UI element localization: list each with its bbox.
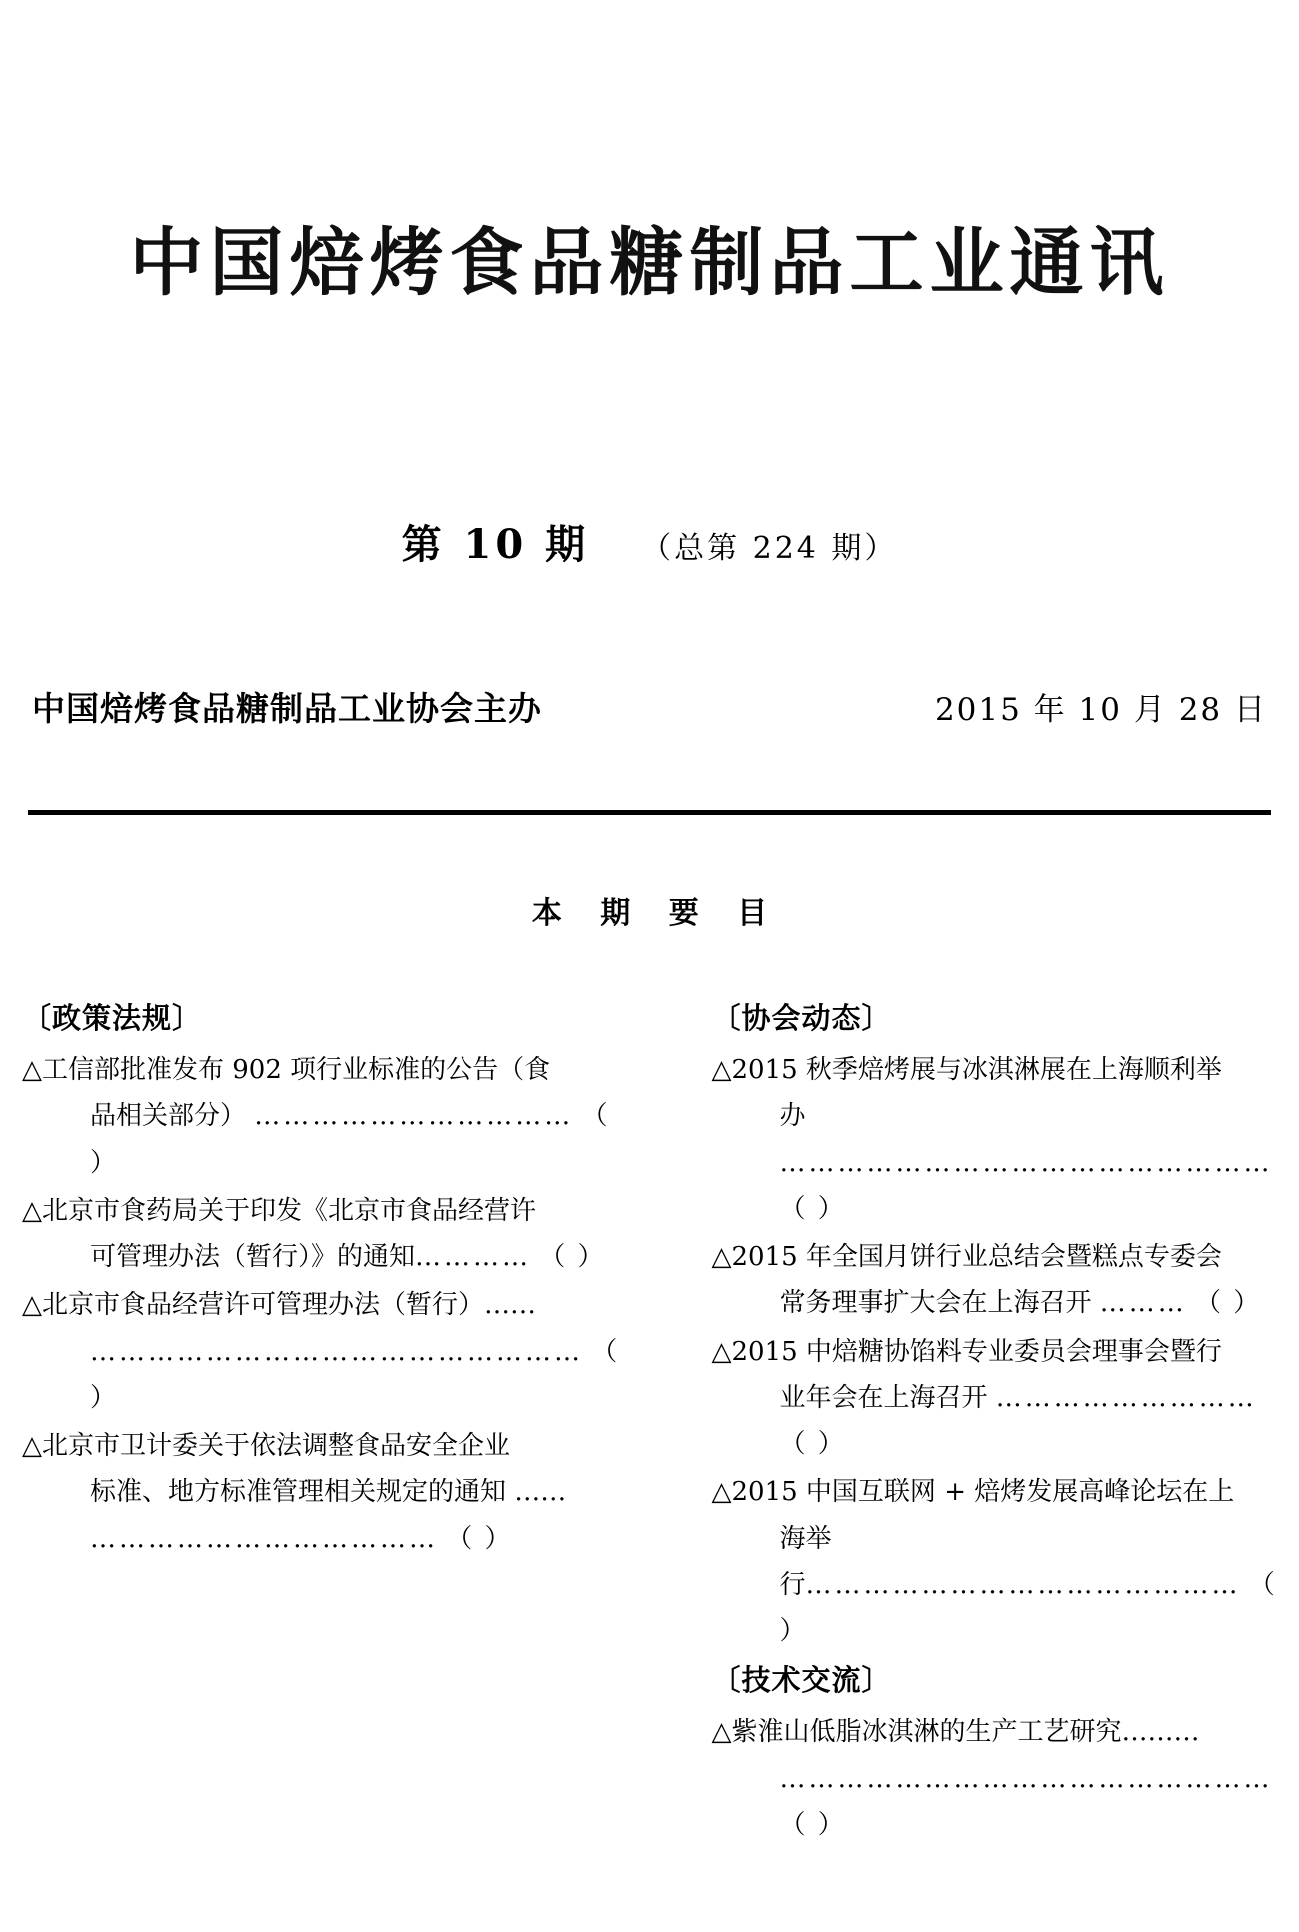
toc-entry-line2: 可管理办法（暂行）》的通知 (90, 1242, 416, 1273)
contents-heading: 本 期 要 目 (531, 896, 782, 931)
toc-entry-line1: △2015 中国互联网 + 焙烤发展高峰论坛在上 (711, 1477, 1235, 1508)
toc-entry[interactable] (712, 1329, 1278, 1468)
toc-entry-line2-wrap (56, 1093, 632, 1186)
toc-entry-line2: 常务理事扩大会在上海召开 (779, 1288, 1092, 1319)
masthead (0, 222, 1299, 305)
toc-column-right (650, 996, 1278, 1850)
toc-page-number: （ ） (779, 1193, 846, 1224)
toc-page-number: （ ） (90, 1101, 610, 1178)
toc-page-number: （ ） (446, 1523, 513, 1554)
toc-entry-line2-wrap (56, 1329, 632, 1422)
toc-entry-line1: △北京市食品经营许可管理办法（暂行）…… (22, 1290, 536, 1321)
toc-entry-line2-wrap (746, 1093, 1278, 1232)
toc-entry-line3-wrap (56, 1516, 632, 1562)
issue-line (0, 513, 1299, 570)
imprint-line (0, 683, 1299, 730)
toc-entry-line2: 品相关部分） (90, 1101, 247, 1132)
toc-page-number: （ ） (779, 1429, 846, 1460)
toc-entry[interactable] (22, 1282, 632, 1421)
toc-leader-dots: …………………………………………… (779, 1147, 1273, 1178)
horizontal-rule (28, 810, 1271, 815)
toc-entry-line2: 办 (779, 1101, 806, 1132)
publisher-name: 中国焙烤食品糖制品工业协会主办 (32, 689, 542, 728)
toc-entry-line2-wrap (56, 1469, 632, 1515)
toc-leader-dots: ………… (415, 1242, 532, 1273)
toc-page-number: （ ） (779, 1569, 1277, 1647)
toc-entry[interactable] (22, 1047, 632, 1186)
toc-entry-line2: 业年会在上海召开 (779, 1382, 988, 1413)
toc-entry-line1: △2015 中焙糖协馅料专业委员会理事会暨行 (711, 1336, 1222, 1367)
toc-entry-line2-wrap (746, 1756, 1278, 1849)
toc-entry[interactable] (22, 1423, 632, 1562)
toc-leader-dots: …………………………………………… (779, 1763, 1273, 1794)
toc-entry-line2-wrap (746, 1375, 1278, 1468)
toc-section-heading-technical: 〔技术交流〕 (711, 1663, 892, 1698)
toc-entry[interactable] (712, 1234, 1278, 1327)
toc-entry[interactable] (712, 1047, 1278, 1232)
toc-page-number: （ ） (779, 1809, 846, 1840)
toc-leader-dots: ……………………… (995, 1382, 1257, 1413)
toc-entry-line1: △2015 秋季焙烤展与冰淇淋展在上海顺利举 (711, 1055, 1222, 1085)
toc-leader-dots: …………………………… (254, 1101, 574, 1132)
toc-leader-dots: …………………………………………… (90, 1336, 583, 1367)
toc-leader-dots: ……………………………………… (805, 1569, 1241, 1600)
cumulative-issue-number: （总第 224 期） (641, 531, 898, 566)
toc-section-heading-policy: 〔政策法规〕 (22, 1001, 203, 1035)
toc-page-number: （ ） (90, 1336, 620, 1413)
toc-entry-line1: △北京市卫计委关于依法调整食品安全企业 (22, 1431, 510, 1462)
toc-leader-dots: ……… (1099, 1288, 1187, 1319)
toc-column-left (22, 996, 650, 1850)
toc-entry-line2: 标准、地方标准管理相关规定的通知 …… (90, 1477, 567, 1508)
issue-number: 第 10 期 (401, 521, 590, 568)
toc-entry-line2-wrap (56, 1234, 632, 1280)
toc-entry-line1: △工信部批准发布 902 项行业标准的公告（食 (22, 1055, 551, 1085)
toc-entry-line2: 海举行 (779, 1523, 832, 1600)
toc-section-heading-association: 〔协会动态〕 (711, 1001, 892, 1035)
toc-entry-line1: △2015 年全国月饼行业总结会暨糕点专委会 (711, 1242, 1222, 1273)
toc-leader-dots: ……………………………… (90, 1523, 438, 1554)
toc-entry[interactable] (712, 1709, 1278, 1848)
toc-entry-line1: △紫淮山低脂冰淇淋的生产工艺研究……… (711, 1717, 1200, 1748)
table-of-contents (0, 996, 1299, 1850)
toc-entry-line1: △北京市食药局关于印发《北京市食品经营许 (22, 1195, 536, 1226)
journal-title: 中国焙烤食品糖制品工业通讯 (129, 220, 1170, 306)
toc-entry-line2-wrap (746, 1280, 1278, 1326)
toc-entry[interactable] (22, 1188, 632, 1281)
toc-page-number: （ ） (1195, 1288, 1262, 1319)
toc-entry[interactable] (712, 1469, 1278, 1654)
toc-entry-line2-wrap (746, 1516, 1278, 1655)
toc-page-number: （ ） (539, 1242, 606, 1273)
publication-date: 2015 年 10 月 28 日 (934, 692, 1267, 728)
